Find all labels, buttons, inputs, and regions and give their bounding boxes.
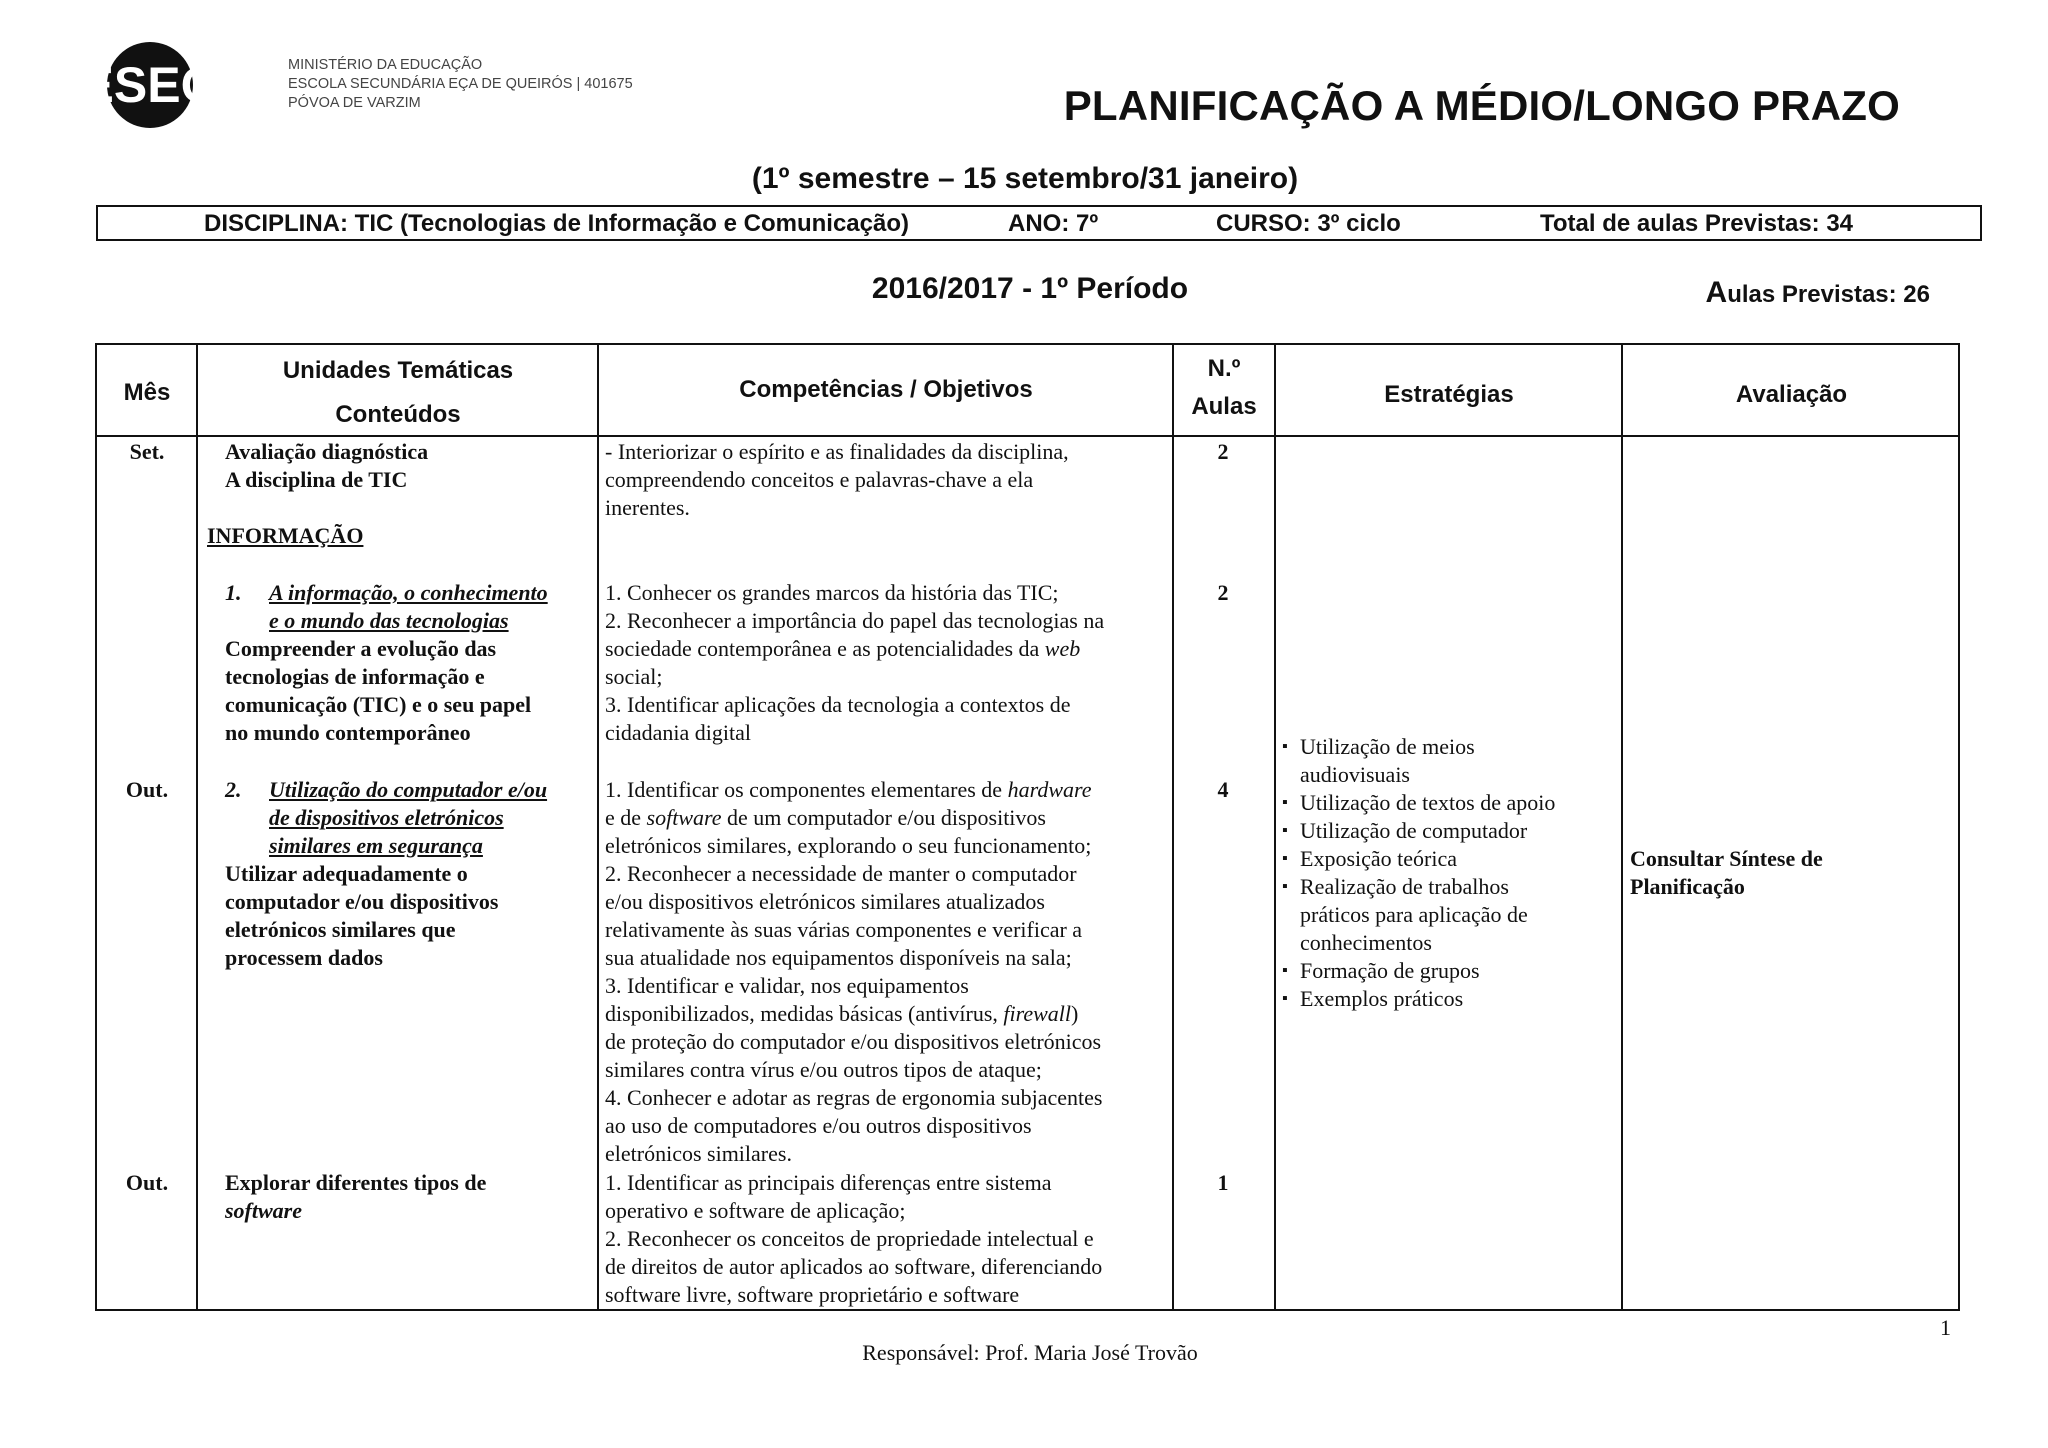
unidade-desc-line: Utilizar adequadamente o: [225, 861, 468, 886]
unidade-desc-line: comunicação (TIC) e o seu papel: [225, 692, 532, 717]
competencia-line: sociedade contemporânea e as potencialidades da web: [605, 636, 1081, 661]
ano-label: ANO: 7º: [1008, 210, 1099, 237]
competencia-line: 2. Reconhecer a necessidade de manter o computador: [605, 861, 1077, 886]
unidade-title: e o mundo das tecnologias: [269, 608, 509, 633]
unidade-title: A informação, o conhecimento: [269, 580, 548, 605]
competencia-line: 3. Identificar aplicações da tecnologia a contextos de: [605, 692, 1071, 717]
competencia-line: 1. Identificar as principais diferenças entre sistema: [605, 1170, 1052, 1195]
unidade-desc-line: eletrónicos similares que: [225, 917, 456, 942]
unidade-1: [225, 579, 595, 747]
unidade-number: 1.: [225, 580, 242, 605]
aulas-rest: ulas Previstas: 26: [1727, 281, 1930, 308]
competencias-unidade-2: [605, 776, 1170, 1168]
estrategia-item: ▪ Formação de grupos: [1282, 957, 1617, 985]
header-unidades-line1: Unidades Temáticas: [282, 357, 514, 384]
estrategia-item: ▪ Realização de trabalhos práticos para aplicação de conhecimentos: [1282, 873, 1617, 957]
competencia-line: eletrónicos similares, explorando o seu funcionamento;: [605, 833, 1092, 858]
month-cell: Out.: [125, 1170, 169, 1195]
estrategia-item: ▪ Utilização de meios audiovisuais: [1282, 733, 1617, 789]
total-aulas-label: Total de aulas Previstas: 34: [1540, 210, 1854, 237]
unidade-desc-line: computador e/ou dispositivos: [225, 889, 499, 914]
competencia-line: inerentes.: [605, 495, 690, 520]
page-number: 1: [1940, 1315, 1951, 1340]
avaliacao-line: Planificação: [1630, 874, 1745, 899]
unidade-diagnostica: [225, 438, 595, 494]
competencia-line: e de software de um computador e/ou dispositivos: [605, 805, 1046, 830]
institution-name: [288, 56, 688, 113]
competencia-line: sua atualidade nos equipamentos disponíveis na sala;: [605, 945, 1072, 970]
aulas-previstas-label: [1600, 276, 1930, 310]
header-naulas-line1: N.º: [1207, 355, 1241, 382]
unidade-number: 2.: [225, 777, 242, 802]
institution-line: PÓVOA DE VARZIM: [288, 95, 421, 111]
competencia-line: operativo e software de aplicação;: [605, 1198, 906, 1223]
unidade-line: A disciplina de TIC: [225, 467, 408, 492]
competencia-line: de proteção do computador e/ou dispositivos eletrónicos: [605, 1029, 1102, 1054]
competencia-line: 1. Identificar os componentes elementares de hardware: [605, 777, 1092, 802]
unidade-title: de dispositivos eletrónicos: [269, 805, 504, 830]
competencia-line: 1. Conhecer os grandes marcos da história das TIC;: [605, 580, 1059, 605]
competencia-line: - Interiorizar o espírito e as finalidades da disciplina,: [605, 439, 1069, 464]
month-cell: Out.: [125, 777, 169, 802]
avaliacao-cell: [1630, 845, 1950, 901]
estrategia-item: ▪ Exposição teórica: [1282, 845, 1617, 873]
competencia-line: de direitos de autor aplicados ao software, diferenciando: [605, 1254, 1103, 1279]
unidade-line: Avaliação diagnóstica: [225, 439, 429, 464]
competencia-line: eletrónicos similares.: [605, 1141, 792, 1166]
header-competencias: Competências / Objetivos: [739, 376, 1033, 403]
header-estrategias: Estratégias: [1384, 381, 1514, 408]
estrategia-item: ▪ Exemplos práticos: [1282, 985, 1617, 1013]
competencia-line: ao uso de computadores e/ou outros dispositivos: [605, 1113, 1032, 1138]
header-mes: Mês: [123, 379, 171, 406]
competencia-line: software livre, software proprietário e software: [605, 1282, 1020, 1307]
logo-mark-text: ESEQ: [80, 57, 220, 113]
competencias-unidade-1: [605, 579, 1170, 747]
naulas-cell: 1: [1217, 1170, 1229, 1195]
unidade-title: Utilização do computador e/ou: [269, 777, 548, 802]
header-naulas: [1174, 350, 1274, 426]
header-avaliacao: Avaliação: [1735, 381, 1848, 408]
institution-line: ESCOLA SECUNDÁRIA EÇA DE QUEIRÓS | 401675: [288, 76, 633, 92]
unidade-line: software: [225, 1198, 302, 1223]
unidade-3: [225, 1169, 595, 1225]
competencia-line: e/ou dispositivos eletrónicos similares atualizados: [605, 889, 1045, 914]
unidade-desc-line: tecnologias de informação e: [225, 664, 485, 689]
unidade-title: similares em segurança: [269, 833, 483, 858]
competencia-line: cidadania digital: [605, 720, 751, 745]
table-divider: [1172, 343, 1174, 1311]
month-cell: Set.: [129, 439, 165, 464]
estrategias-list: [1282, 733, 1617, 1013]
document-title: PLANIFICAÇÃO A MÉDIO/LONGO PRAZO: [1063, 82, 1900, 129]
competencia-line: similares contra vírus e/ou outros tipos de ataque;: [605, 1057, 1042, 1082]
naulas-cell: 2: [1217, 439, 1229, 464]
course-info-box: [96, 205, 1982, 241]
aulas-first-letter: A: [1705, 276, 1728, 309]
competencia-line: 2. Reconhecer os conceitos de propriedade intelectual e: [605, 1226, 1094, 1251]
competencia-line: social;: [605, 664, 663, 689]
table-divider: [1621, 343, 1623, 1311]
document-subtitle: (1º semestre – 15 setembro/31 janeiro): [751, 162, 1299, 195]
competencia-line: 3. Identificar e validar, nos equipamentos: [605, 973, 969, 998]
competencias-unidade-3: [605, 1169, 1170, 1309]
footer-responsavel: Responsável: Prof. Maria José Trovão: [862, 1340, 1198, 1365]
unidade-desc-line: Compreender a evolução das: [225, 636, 497, 661]
table-divider: [597, 343, 599, 1311]
avaliacao-line: Consultar Síntese de: [1630, 846, 1823, 871]
estrategia-item: ▪ Utilização de textos de apoio: [1282, 789, 1617, 817]
header-unidades-line2: Conteúdos: [335, 401, 461, 428]
unidade-informacao-heading: INFORMAÇÃO: [207, 523, 364, 548]
institution-line: MINISTÉRIO DA EDUCAÇÃO: [288, 57, 483, 73]
competencia-line: compreendendo conceitos e palavras-chave a ela: [605, 467, 1034, 492]
competencia-line: 2. Reconhecer a importância do papel das tecnologias na: [605, 608, 1105, 633]
competencia-line: relativamente às suas várias componentes e verificar a: [605, 917, 1083, 942]
competencia-line: disponibilizados, medidas básicas (antivírus, firewall): [605, 1001, 1079, 1026]
disciplina-label: DISCIPLINA: TIC (Tecnologias de Informação e Comunicação): [204, 210, 909, 237]
curso-label: CURSO: 3º ciclo: [1216, 210, 1401, 237]
unidade-desc-line: processem dados: [225, 945, 383, 970]
naulas-cell: 4: [1217, 777, 1229, 802]
header-naulas-line2: Aulas: [1191, 393, 1257, 420]
unidade-2: [225, 776, 595, 972]
period-label: 2016/2017 - 1º Período: [871, 272, 1189, 305]
unidade-desc-line: no mundo contemporâneo: [225, 720, 471, 745]
header-unidades: [198, 349, 598, 437]
table-divider: [196, 343, 198, 1311]
table-divider: [1274, 343, 1276, 1311]
competencia-line: 4. Conhecer e adotar as regras de ergonomia subjacentes: [605, 1085, 1103, 1110]
unidade-line: Explorar diferentes tipos de: [225, 1170, 487, 1195]
competencias-diagnostica: [605, 438, 1170, 522]
naulas-cell: 2: [1217, 580, 1229, 605]
estrategia-item: ▪ Utilização de computador: [1282, 817, 1617, 845]
